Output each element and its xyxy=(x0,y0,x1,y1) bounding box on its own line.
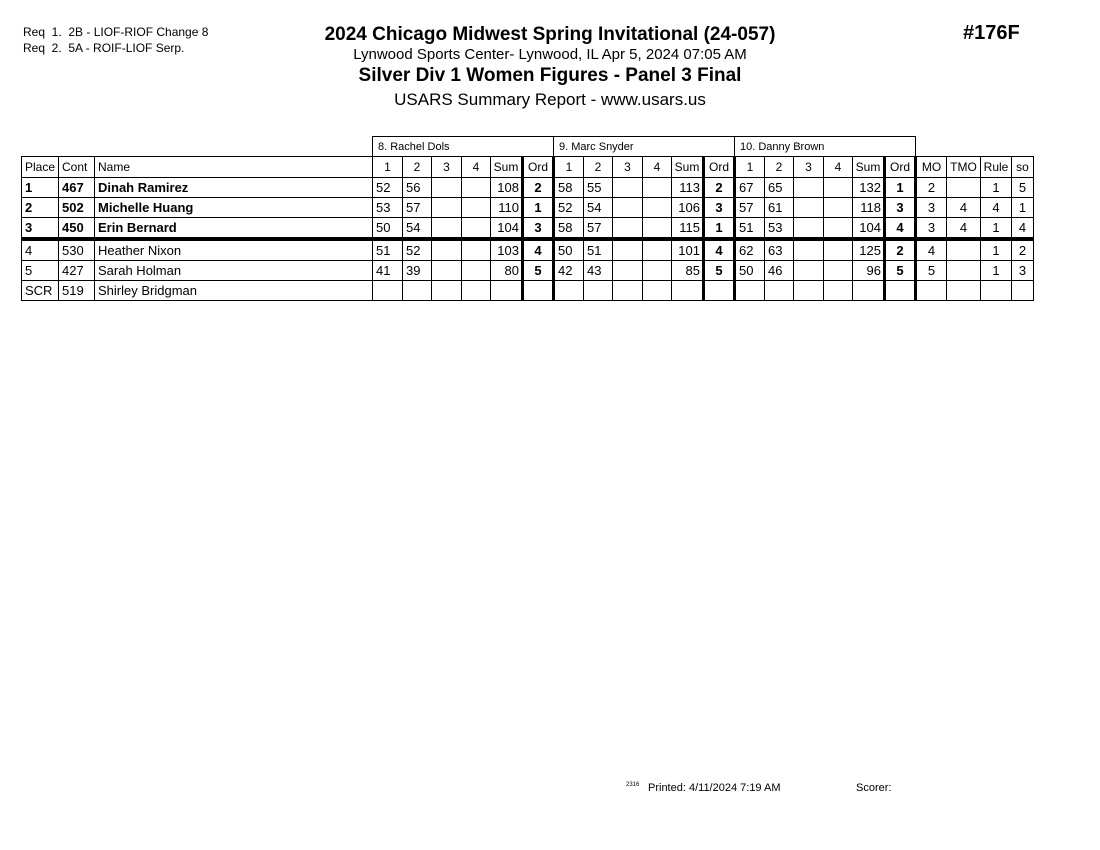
score-cell: 57 xyxy=(584,218,613,240)
tmo-cell: 4 xyxy=(947,218,981,240)
judges-row xyxy=(22,137,1034,157)
score-cell: 53 xyxy=(373,198,403,218)
rule-cell: 1 xyxy=(981,178,1012,198)
score-cell: 62 xyxy=(735,239,765,261)
judge-ordinal-cell: 3 xyxy=(704,198,735,218)
col-header-judge: Ord xyxy=(523,157,554,178)
contestant-number-cell: 467 xyxy=(59,178,95,198)
score-cell xyxy=(613,239,643,261)
mo-cell: 5 xyxy=(916,261,947,281)
report-title: USARS Summary Report - www.usars.us xyxy=(394,90,706,109)
score-cell: 50 xyxy=(554,239,584,261)
judge-ordinal-cell: 1 xyxy=(523,198,554,218)
mo-cell xyxy=(916,281,947,301)
contestant-number-cell: 519 xyxy=(59,281,95,301)
judge-ordinal-cell: 2 xyxy=(523,178,554,198)
score-cell: 58 xyxy=(554,218,584,240)
judge-sum-cell: 104 xyxy=(853,218,885,240)
score-cell xyxy=(794,261,824,281)
col-header-judge: 3 xyxy=(794,157,824,178)
score-cell xyxy=(643,239,672,261)
col-header-judge: 4 xyxy=(643,157,672,178)
judge-sum-cell: 108 xyxy=(491,178,523,198)
judge-sum-cell xyxy=(853,281,885,301)
col-header-judge: 2 xyxy=(584,157,613,178)
col-header-judge: Sum xyxy=(853,157,885,178)
so-cell xyxy=(1012,281,1034,301)
score-cell xyxy=(643,281,672,301)
judge-ordinal-cell: 4 xyxy=(704,239,735,261)
so-cell: 5 xyxy=(1012,178,1034,198)
score-cell xyxy=(613,178,643,198)
rule-cell xyxy=(981,281,1012,301)
judge-sum-cell: 125 xyxy=(853,239,885,261)
col-header-judge: 2 xyxy=(765,157,794,178)
so-cell: 3 xyxy=(1012,261,1034,281)
judge-sum-cell: 101 xyxy=(672,239,704,261)
score-cell: 42 xyxy=(554,261,584,281)
table-row xyxy=(22,198,1034,218)
score-cell xyxy=(794,178,824,198)
skater-name-cell: Heather Nixon xyxy=(95,239,373,261)
score-cell xyxy=(432,198,462,218)
col-header-tmo: TMO xyxy=(947,157,981,178)
table-row xyxy=(22,281,1034,301)
score-cell xyxy=(824,281,853,301)
judge-name: 8. Rachel Dols xyxy=(373,137,554,157)
mo-cell: 4 xyxy=(916,239,947,261)
score-cell xyxy=(643,178,672,198)
mo-cell: 3 xyxy=(916,218,947,240)
place-cell: SCR xyxy=(22,281,59,301)
table-row xyxy=(22,239,1034,261)
place-cell: 5 xyxy=(22,261,59,281)
contestant-number-cell: 427 xyxy=(59,261,95,281)
score-cell xyxy=(765,281,794,301)
requirement-1: Req 1. 2B - LIOF-RIOF Change 8 xyxy=(23,25,209,39)
score-cell: 54 xyxy=(584,198,613,218)
col-header-judge: 1 xyxy=(735,157,765,178)
tmo-cell xyxy=(947,239,981,261)
table-row xyxy=(22,261,1034,281)
col-header-place: Place xyxy=(22,157,59,178)
score-cell xyxy=(643,218,672,240)
place-cell: 1 xyxy=(22,178,59,198)
so-cell: 2 xyxy=(1012,239,1034,261)
score-cell: 51 xyxy=(735,218,765,240)
judge-sum-cell: 80 xyxy=(491,261,523,281)
event-number: #176F xyxy=(963,22,1020,44)
printed-timestamp: Printed: 4/11/2024 7:19 AM xyxy=(648,782,781,794)
tmo-cell: 4 xyxy=(947,198,981,218)
score-cell: 57 xyxy=(403,198,432,218)
score-cell xyxy=(794,198,824,218)
judge-ordinal-cell xyxy=(885,281,916,301)
tmo-cell xyxy=(947,281,981,301)
score-cell xyxy=(613,261,643,281)
judge-ordinal-cell: 2 xyxy=(704,178,735,198)
judge-sum-cell: 110 xyxy=(491,198,523,218)
judge-sum-cell xyxy=(491,281,523,301)
judge-sum-cell xyxy=(672,281,704,301)
competition-title: 2024 Chicago Midwest Spring Invitational (24-057) xyxy=(324,24,776,45)
column-header-row xyxy=(22,157,1034,178)
score-cell xyxy=(613,281,643,301)
judge-ordinal-cell: 3 xyxy=(885,198,916,218)
judge-ordinal-cell: 2 xyxy=(885,239,916,261)
score-cell xyxy=(403,281,432,301)
score-cell xyxy=(824,218,853,240)
score-cell xyxy=(462,261,491,281)
score-cell xyxy=(824,178,853,198)
judge-sum-cell: 132 xyxy=(853,178,885,198)
scorer-label: Scorer: xyxy=(856,782,892,794)
score-cell: 52 xyxy=(554,198,584,218)
col-header-judge: 4 xyxy=(462,157,491,178)
judge-sum-cell: 85 xyxy=(672,261,704,281)
tmo-cell xyxy=(947,178,981,198)
col-header-judge: Sum xyxy=(672,157,704,178)
score-cell: 63 xyxy=(765,239,794,261)
skater-name-cell: Shirley Bridgman xyxy=(95,281,373,301)
score-cell xyxy=(462,239,491,261)
mo-cell: 2 xyxy=(916,178,947,198)
results-table xyxy=(21,136,1034,301)
score-cell xyxy=(735,281,765,301)
score-cell xyxy=(462,218,491,240)
score-cell: 54 xyxy=(403,218,432,240)
col-header-mo: MO xyxy=(916,157,947,178)
col-header-judge: 4 xyxy=(824,157,853,178)
place-cell: 4 xyxy=(22,239,59,261)
col-header-judge: 3 xyxy=(432,157,462,178)
judge-sum-cell: 118 xyxy=(853,198,885,218)
score-cell: 61 xyxy=(765,198,794,218)
tmo-cell xyxy=(947,261,981,281)
score-cell: 52 xyxy=(403,239,432,261)
place-cell: 2 xyxy=(22,198,59,218)
col-header-judge: 1 xyxy=(554,157,584,178)
score-cell: 67 xyxy=(735,178,765,198)
score-cell: 52 xyxy=(373,178,403,198)
score-cell xyxy=(643,198,672,218)
score-cell xyxy=(554,281,584,301)
col-header-rule: Rule xyxy=(981,157,1012,178)
col-header-judge: Sum xyxy=(491,157,523,178)
score-cell xyxy=(794,281,824,301)
judge-ordinal-cell: 1 xyxy=(704,218,735,240)
score-cell xyxy=(432,261,462,281)
score-cell xyxy=(794,218,824,240)
report-code: 2316 xyxy=(626,782,640,788)
skater-name-cell: Sarah Holman xyxy=(95,261,373,281)
score-cell xyxy=(643,261,672,281)
score-cell xyxy=(613,218,643,240)
judge-sum-cell: 113 xyxy=(672,178,704,198)
score-cell: 50 xyxy=(373,218,403,240)
judge-name: 9. Marc Snyder xyxy=(554,137,735,157)
col-header-judge: 1 xyxy=(373,157,403,178)
score-cell xyxy=(462,198,491,218)
score-cell xyxy=(432,239,462,261)
contestant-number-cell: 502 xyxy=(59,198,95,218)
rule-cell: 1 xyxy=(981,239,1012,261)
score-cell: 51 xyxy=(373,239,403,261)
so-cell: 4 xyxy=(1012,218,1034,240)
judge-sum-cell: 106 xyxy=(672,198,704,218)
judge-ordinal-cell: 1 xyxy=(885,178,916,198)
score-cell: 50 xyxy=(735,261,765,281)
spacer xyxy=(916,137,1034,157)
judge-ordinal-cell: 5 xyxy=(523,261,554,281)
score-cell xyxy=(824,239,853,261)
score-cell: 56 xyxy=(403,178,432,198)
score-cell: 39 xyxy=(403,261,432,281)
skater-name-cell: Erin Bernard xyxy=(95,218,373,240)
score-cell xyxy=(613,198,643,218)
score-cell: 41 xyxy=(373,261,403,281)
requirement-2: Req 2. 5A - ROIF-LIOF Serp. xyxy=(23,41,185,55)
contestant-number-cell: 530 xyxy=(59,239,95,261)
score-cell xyxy=(373,281,403,301)
venue-line: Lynwood Sports Center- Lynwood, IL Apr 5, 2024 07:05 AM xyxy=(353,46,747,63)
so-cell: 1 xyxy=(1012,198,1034,218)
rule-cell: 4 xyxy=(981,198,1012,218)
judge-sum-cell: 103 xyxy=(491,239,523,261)
score-cell: 65 xyxy=(765,178,794,198)
col-header-judge: 2 xyxy=(403,157,432,178)
judge-name: 10. Danny Brown xyxy=(735,137,916,157)
score-cell xyxy=(794,239,824,261)
score-cell: 53 xyxy=(765,218,794,240)
rule-cell: 1 xyxy=(981,218,1012,240)
judge-sum-cell: 96 xyxy=(853,261,885,281)
score-cell xyxy=(462,178,491,198)
col-header-so: so xyxy=(1012,157,1034,178)
score-cell: 55 xyxy=(584,178,613,198)
col-header-cont: Cont xyxy=(59,157,95,178)
table-row xyxy=(22,178,1034,198)
score-cell xyxy=(584,281,613,301)
score-cell xyxy=(432,218,462,240)
contestant-number-cell: 450 xyxy=(59,218,95,240)
judge-sum-cell: 104 xyxy=(491,218,523,240)
judge-sum-cell: 115 xyxy=(672,218,704,240)
mo-cell: 3 xyxy=(916,198,947,218)
judge-ordinal-cell: 3 xyxy=(523,218,554,240)
judge-ordinal-cell xyxy=(704,281,735,301)
score-cell: 51 xyxy=(584,239,613,261)
col-header-name: Name xyxy=(95,157,373,178)
judge-ordinal-cell xyxy=(523,281,554,301)
place-cell: 3 xyxy=(22,218,59,240)
skater-name-cell: Michelle Huang xyxy=(95,198,373,218)
col-header-judge: Ord xyxy=(885,157,916,178)
score-cell xyxy=(824,198,853,218)
judge-ordinal-cell: 5 xyxy=(704,261,735,281)
score-cell: 58 xyxy=(554,178,584,198)
table-row xyxy=(22,218,1034,240)
spacer xyxy=(22,137,373,157)
judge-ordinal-cell: 5 xyxy=(885,261,916,281)
event-title: Silver Div 1 Women Figures - Panel 3 Final xyxy=(358,65,742,86)
skater-name-cell: Dinah Ramirez xyxy=(95,178,373,198)
score-cell: 43 xyxy=(584,261,613,281)
score-cell: 57 xyxy=(735,198,765,218)
col-header-judge: 3 xyxy=(613,157,643,178)
score-cell xyxy=(462,281,491,301)
rule-cell: 1 xyxy=(981,261,1012,281)
score-cell xyxy=(432,178,462,198)
score-cell xyxy=(824,261,853,281)
judge-ordinal-cell: 4 xyxy=(523,239,554,261)
col-header-judge: Ord xyxy=(704,157,735,178)
score-cell: 46 xyxy=(765,261,794,281)
score-cell xyxy=(432,281,462,301)
judge-ordinal-cell: 4 xyxy=(885,218,916,240)
